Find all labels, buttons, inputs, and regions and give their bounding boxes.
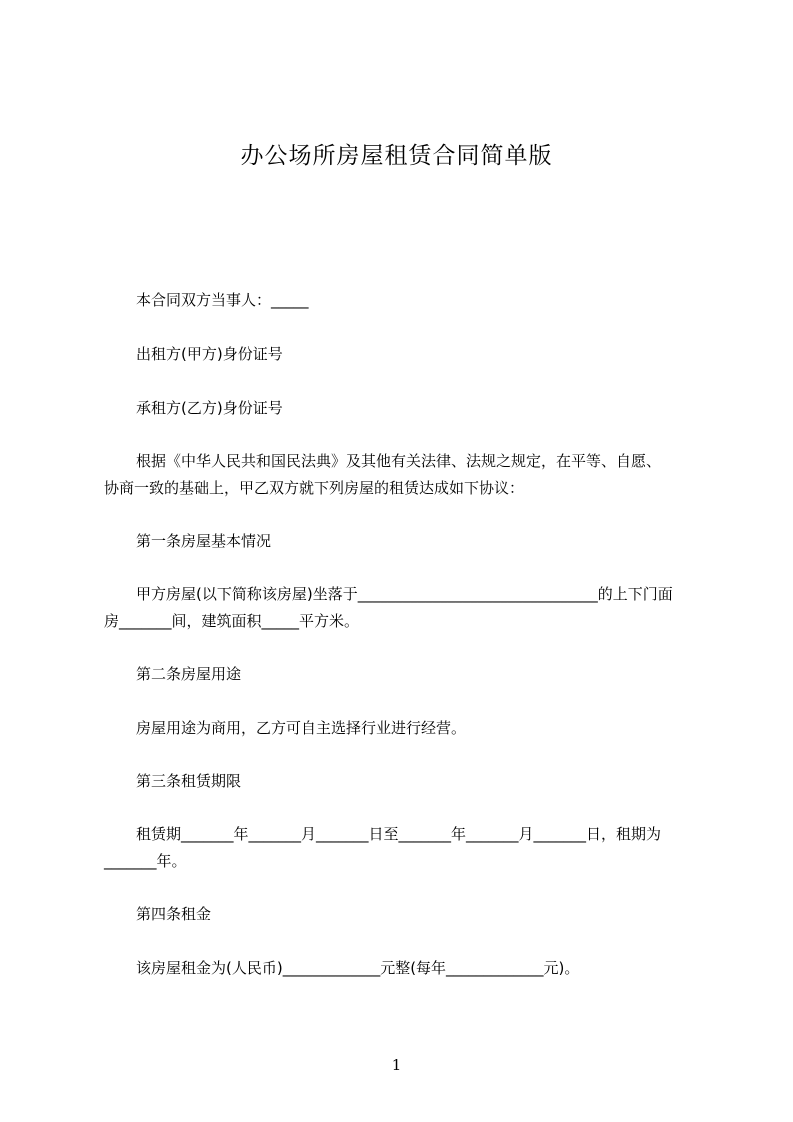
article-4-body: 该房屋租金为(人民币)_____________元整(每年_____________元)。 (136, 959, 580, 977)
article-4-heading: 第四条租金 (136, 905, 212, 923)
article-1-line-1: 甲方房屋(以下简称该房屋)坐落于________________________________的上下门面 (136, 585, 673, 603)
article-3-line-2: _______年。 (104, 852, 187, 870)
parties-line: 本合同双方当事人：_____ (136, 291, 309, 309)
page-number: 1 (391, 1056, 402, 1074)
document-title: 办公场所房屋租赁合同简单版 (240, 143, 553, 169)
preamble-line-1: 根据《中华人民共和国民法典》及其他有关法律、法规之规定，在平等、自愿、 (136, 452, 662, 470)
article-2-body: 房屋用途为商用，乙方可自主选择行业进行经营。 (136, 719, 467, 737)
lessor-id-line: 出租方(甲方)身份证号 (136, 345, 283, 363)
article-3-line-1: 租赁期_______年_______月_______日至_______年_______月_______日，租期为 (136, 825, 662, 843)
preamble-line-2: 协商一致的基础上，甲乙双方就下列房屋的租赁达成如下协议： (104, 479, 525, 497)
article-1-heading: 第一条房屋基本情况 (136, 532, 272, 550)
article-2-heading: 第二条房屋用途 (136, 665, 242, 683)
article-1-line-2: 房_______间，建筑面积_____平方米。 (104, 612, 360, 630)
lessee-id-line: 承租方(乙方)身份证号 (136, 399, 283, 417)
article-3-heading: 第三条租赁期限 (136, 772, 242, 790)
